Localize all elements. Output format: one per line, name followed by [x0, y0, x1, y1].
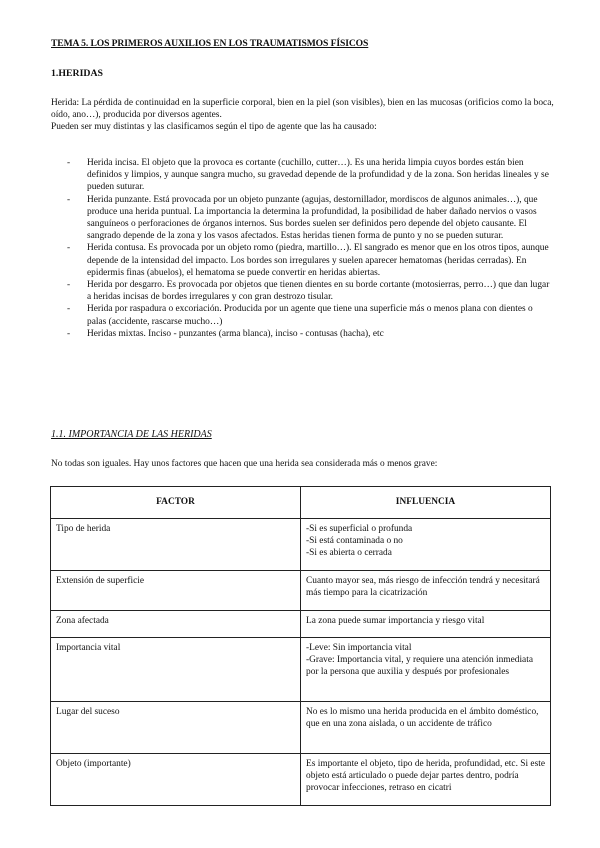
factor-cell: Lugar del suceso: [51, 702, 301, 754]
list-item-text: Herida punzante. Está provocada por un objeto punzante (agujas, destornillador, mordiscos de algunos animales…), que produce una herida puntual. La importancia la determina la profundidad, la posibilidad de haber dañado nervios o vasos sanguíneos o perforaciones de órganos internos. Sus bordes suelen ser definidos pero depende del objeto causante. El sangrado depende de la zona y los vasos afectados. Estas heridas tienen forma de punto y no se pueden suturar.: [87, 194, 538, 242]
influence-line: -Grave: Importancia vital, y requiere una atención inmediata por la persona que auxilia y después por profesionales: [306, 655, 533, 678]
table-row: [51, 754, 551, 806]
bullet-dash: -: [67, 280, 71, 291]
subsection-heading-importancia: 1.1. IMPORTANCIA DE LAS HERIDAS: [51, 429, 212, 440]
table-header-row: [51, 487, 551, 519]
influence-cell: [301, 611, 551, 638]
bullet-dash: -: [67, 158, 71, 168]
intro-paragraphs: [51, 97, 571, 134]
factor-cell: Importancia vital: [51, 638, 301, 702]
wound-types-list: [51, 157, 551, 340]
influence-line: -Si es superficial o profunda: [306, 524, 413, 534]
influence-line: Es importante el objeto, tipo de herida, profundidad, etc. Si este objeto está articulado o puede dejar partes dentro, podría provocar infecciones, retraso en cicatri: [306, 759, 545, 794]
list-item: [51, 303, 551, 327]
list-item-text: Herida incisa. El objeto que la provoca es cortante (cuchillo, cutter…). Es una herida limpia cuyos bordes están bien definidos y limpios, y aunque sangra mucho, su gravedad depende de la profundidad y de la zona. Son heridas lineales y se pueden suturar.: [87, 158, 549, 193]
factor-cell: Objeto (importante): [51, 754, 301, 806]
factor-cell: Extensión de superficie: [51, 571, 301, 611]
influence-line: La zona puede sumar importancia y riesgo vital: [306, 616, 485, 626]
table-lead-paragraph: No todas son iguales. Hay unos factores que hacen que una herida sea considerada más o menos grave:: [51, 459, 438, 469]
factor-cell: Tipo de herida: [51, 519, 301, 571]
influence-line: -Leve: Sin importancia vital: [306, 643, 412, 653]
list-item: [51, 279, 551, 303]
influence-line: -Si es abierta o cerrada: [306, 548, 392, 559]
influence-line: Cuanto mayor sea, más riesgo de infección tendrá y necesitará más tiempo para la cicatrización: [306, 576, 540, 599]
list-item: [51, 157, 551, 194]
list-item-text: Herida por raspadura o excoriación. Producida por un agente que tiene una superficie más o menos plana con dientes o palas (accidente, rascarse mucho…): [87, 304, 533, 327]
list-item-text: Herida por desgarro. Es provocada por objetos que tienen dientes en su borde cortante (motosierras, perro…) que dan lugar a heridas incisas de bordes irregulares y con gran destrozo tisular.: [87, 280, 550, 303]
bullet-dash: -: [67, 304, 71, 315]
table-row: [51, 638, 551, 702]
column-header-factor: FACTOR: [51, 487, 301, 519]
table-row: [51, 571, 551, 611]
influence-line: -Si está contaminada o no: [306, 536, 403, 547]
column-header-influence: INFLUENCIA: [301, 487, 551, 519]
list-item: [51, 242, 551, 279]
classification-paragraph: Pueden ser muy distintas y las clasificamos según el tipo de agente que las ha causado:: [51, 122, 377, 133]
factors-table: [50, 486, 551, 806]
influence-cell: [301, 702, 551, 754]
list-item-text: Herida contusa. Es provocada por un objeto romo (piedra, martillo…). El sangrado es menor que en los otros tipos, aunque depende de la intensidad del impacto. Los bordes son irregulares y suelen aparecer hematomas (heridas cerradas). En epidermis finas (abuelos), el hematoma se puede convertir en heridas abiertas.: [87, 243, 549, 278]
influence-cell: [301, 571, 551, 611]
table-row: [51, 519, 551, 571]
influence-cell: [301, 754, 551, 806]
influence-cell: [301, 638, 551, 702]
definition-paragraph: Herida: La pérdida de continuidad en la superficie corporal, bien en la piel (son visibles), bien en las mucosas (orificios como la boca, oído, ano…), producida por diversos agentes.: [51, 98, 554, 121]
list-item-text: Heridas mixtas. Inciso - punzantes (arma blanca), inciso - contusas (hacha), etc: [87, 328, 384, 339]
list-item: [51, 194, 551, 243]
bullet-dash: -: [67, 243, 71, 254]
bullet-dash: -: [67, 328, 71, 339]
table-row: [51, 611, 551, 638]
influence-cell: [301, 519, 551, 571]
bullet-dash: -: [67, 194, 71, 205]
list-item: [51, 328, 551, 340]
influence-line: No es lo mismo una herida producida en el ámbito doméstico, que en una zona aislada, o un accidente de tráfico: [306, 707, 539, 730]
factor-cell: Zona afectada: [51, 611, 301, 638]
document-title: TEMA 5. LOS PRIMEROS AUXILIOS EN LOS TRAUMATISMOS FÍSICOS: [51, 38, 369, 49]
table-row: [51, 702, 551, 754]
section-heading-heridas: 1.HERIDAS: [51, 68, 103, 79]
